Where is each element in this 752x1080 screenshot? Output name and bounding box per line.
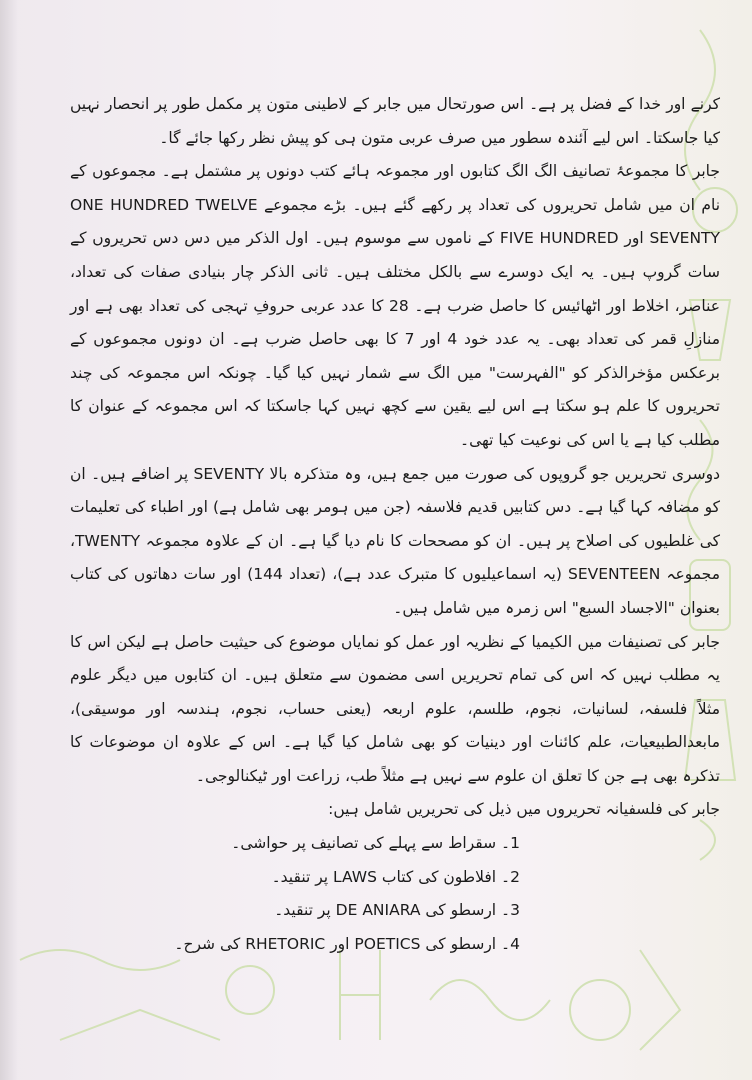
list-item: 4۔ ارسطو کی POETICS اور RHETORIC کی شرح۔ [174,934,520,953]
list-item: 2۔ افلاطون کی کتاب LAWS پر تنقید۔ [271,867,520,886]
paragraph-3: دوسری تحریریں جو گروپوں کی صورت میں جمع ہیں، وہ متذکرہ بالا SEVENTY پر اضافے ہیں۔ ان کو مضافہ کہا گیا ہے۔ دس کتابیں قدیم فلاسفہ (جن میں ہومر بھی شامل ہے) اور اطباء کی تعلیمات کی غلطیوں کی اصلاح پر ہیں۔ ان کو مصححات کا نام دیا گیا ہے۔ ان کے علاوہ مجموعہ TWENTY، مجموعہ SEVENTEEN (یہ اسماعیلیوں کا متبرک عدد ہے)، (تعداد 144) اور سات دھاتوں کی کتاب بعنوان "الاجساد السبع" اس زمرہ میں شامل ہیں۔ [70,464,720,617]
urdu-text-body [70,88,720,961]
paragraph-4: جابر کی تصنیفات میں الکیمیا کے نظریہ اور عمل کو نمایاں موضوع کی حیثیت حاصل ہے لیکن اس کا یہ مطلب نہیں کہ اس کی تمام تحریریں اسی مضمون سے متعلق ہیں۔ ان کتابوں میں دیگر علوم مثلاً فلسفہ، لسانیات، نجوم، طلسم، علوم اربعہ (یعنی حساب، نجوم، ہندسہ اور موسیقی)، مابعدالطبیعیات، علم کائنات اور دینیات کو بھی شامل کیا گیا ہے۔ اس کے علاوہ ان موضوعات کا تذکرہ بھی ہے جن کا تعلق ان علوم سے نہیں ہے مثلاً طب، زراعت اور ٹیکنالوجی۔ [70,632,720,785]
paragraph-2: جابر کا مجموعۂ تصانیف الگ الگ کتابوں اور مجموعہ ہائے کتب دونوں پر مشتمل ہے۔ مجموعوں کے نام ان میں شامل تحریروں کی تعداد پر رکھے گئے ہیں۔ بڑے مجموعے ONE HUNDRED TWELVE SEVENTY اور FIVE HUNDRED کے ناموں سے موسوم ہیں۔ اول الذکر میں دس دس تحریروں کے سات گروپ ہیں۔ یہ ایک دوسرے سے بالکل مختلف ہیں۔ ثانی الذکر چار بنیادی صفات کی تعداد، عناصر، اخلاط اور اٹھائیس کا حاصل ضرب ہے۔ 28 کا عدد عربی حروفِ تہجی کی تعداد بھی ہے اور منازلِ قمر کی تعداد بھی۔ یہ عدد خود 4 اور 7 کا بھی حاصل ضرب ہے۔ ان دونوں مجموعوں کے برعکس مؤخرالذکر کو "الفہرست" میں الگ سے شمار نہیں کیا گیا۔ چونکہ اس مجموعہ کی چند تحریروں کا علم ہو سکتا ہے اس لیے یقین سے کچھ نہیں کہا جاسکتا کہ اس مجموعہ کے عنوان کا مطلب کیا ہے یا اس کی نوعیت کیا تھی۔ [70,162,721,449]
list-item: 1۔ سقراط سے پہلے کی تصانیف پر حواشی۔ [231,834,520,853]
page-edge-shadow [0,0,18,1080]
paragraph-5: جابر کی فلسفیانہ تحریروں میں ذیل کی تحریریں شامل ہیں: [328,800,720,819]
list-item: 3۔ ارسطو کی DE ANIARA پر تنقید۔ [274,901,520,920]
paragraph-1: کرنے اور خدا کے فضل پر ہے۔ اس صورتحال میں جابر کے لاطینی متون پر مکمل طور پر انحصار نہیں کیا جاسکتا۔ اس لیے آئندہ سطور میں صرف عربی متون ہی کو پیش نظر رکھا جائے گا۔ [70,95,720,147]
philosophical-works-list [70,827,720,961]
